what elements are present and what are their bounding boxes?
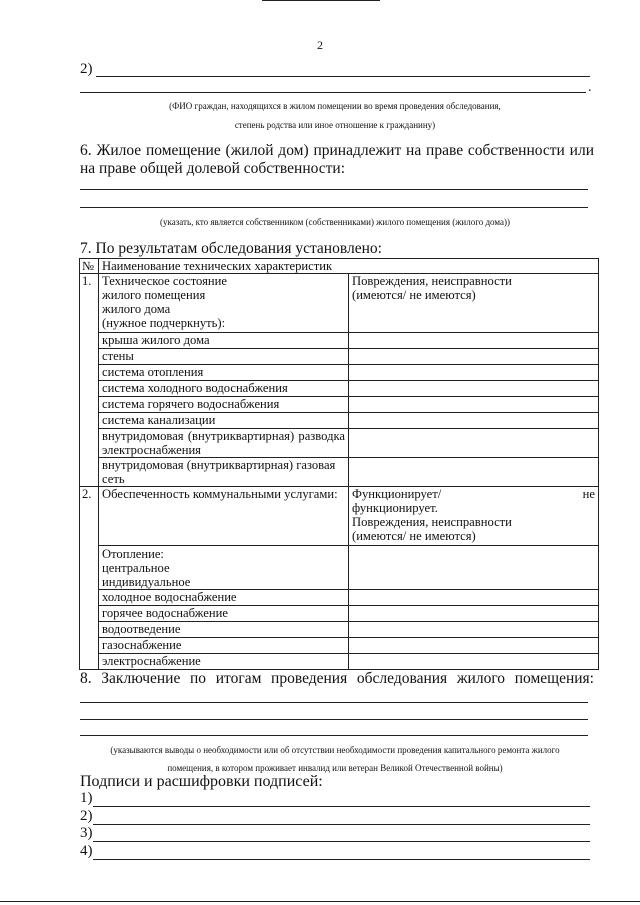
value-cell[interactable] xyxy=(349,397,599,413)
bottom-edge-line xyxy=(0,901,640,902)
group1-value-line: Повреждения, неисправности xyxy=(352,274,512,288)
signature-label: 2) xyxy=(80,808,93,824)
section8-caption-line-1: (указываются выводы о необходимости или об отсутствии необходимости проведения капитального ремонта жилого xyxy=(110,745,560,755)
table-row xyxy=(80,429,599,458)
table-row xyxy=(80,622,599,638)
household-caption-line-2: степень родства или иное отношение к гражданину) xyxy=(234,120,436,130)
group1-title-row xyxy=(80,274,599,333)
value-cell[interactable] xyxy=(349,546,599,590)
household-continuation-line xyxy=(80,92,586,93)
group2-value-line-3: Повреждения, неисправности xyxy=(352,515,512,529)
signature-fill-line xyxy=(93,792,591,807)
item-hot-water: система горячего водоснабжения xyxy=(99,397,349,413)
household-fill-line xyxy=(96,63,591,77)
value-cell[interactable] xyxy=(349,606,599,622)
household-line-label: 2) xyxy=(80,61,93,77)
signature-line-2[interactable] xyxy=(80,808,590,825)
section8-fill-line-2[interactable] xyxy=(80,719,588,720)
value-cell[interactable] xyxy=(349,654,599,670)
item-electricity-service: электроснабжение xyxy=(99,654,349,670)
item-heating-system: система отопления xyxy=(99,365,349,381)
section6-line-1: 6. Жилое помещение (жилой дом) принадлежит на праве собственности или xyxy=(80,142,594,159)
signature-label: 1) xyxy=(80,790,93,806)
item-gas-service: газоснабжение xyxy=(99,638,349,654)
item-sewage: система канализации xyxy=(99,413,349,429)
value-cell[interactable] xyxy=(349,381,599,397)
household-caption-line-1: (ФИО граждан, находящихся в жилом помещении во время проведения обследования, xyxy=(169,101,501,111)
table-row xyxy=(80,381,599,397)
top-edge-line xyxy=(262,0,380,1)
signature-fill-line xyxy=(93,810,591,825)
group1-title-line: (нужное подчеркнуть): xyxy=(102,316,226,330)
item-hot-water-service: горячее водоснабжение xyxy=(99,606,349,622)
header-name: Наименование технических характеристик xyxy=(99,259,599,274)
page-number: 2 xyxy=(317,38,323,52)
item-gas-network: внутридомовая (внутриквартирная) газовая сеть xyxy=(99,458,349,487)
household-line-2[interactable] xyxy=(80,60,590,77)
signature-label: 4) xyxy=(80,843,93,859)
signature-line-3[interactable] xyxy=(80,825,590,842)
value-cell[interactable] xyxy=(349,429,599,458)
household-trailing-dot: . xyxy=(588,80,592,95)
section7-title: 7. По результатам обследования установлено: xyxy=(80,240,382,257)
group1-value-header xyxy=(349,274,599,333)
signature-line-1[interactable] xyxy=(80,790,590,807)
table-row xyxy=(80,606,599,622)
group2-value-line-4: (имеются/ не имеются) xyxy=(352,529,476,543)
heating-line: Отопление: xyxy=(102,547,164,561)
heating-line: центральное xyxy=(102,561,170,575)
section8-title: 8. Заключение по итогам проведения обследования жилого помещения: xyxy=(80,670,594,687)
group2-value-header xyxy=(349,487,599,546)
group1-title xyxy=(99,274,349,333)
signatures-title: Подписи и расшифровки подписей: xyxy=(80,773,323,790)
table-row xyxy=(80,654,599,670)
table-row xyxy=(80,638,599,654)
value-cell[interactable] xyxy=(349,365,599,381)
group1-num: 1. xyxy=(80,274,99,487)
value-cell[interactable] xyxy=(349,333,599,349)
group2-title: Обеспеченность коммунальными услугами: xyxy=(99,487,349,546)
signature-label: 3) xyxy=(80,825,93,841)
section6-line-2: на праве общей долевой собственности: xyxy=(80,160,346,177)
table-row xyxy=(80,590,599,606)
value-cell[interactable] xyxy=(349,622,599,638)
header-num: № xyxy=(80,259,99,274)
section8-fill-line-3[interactable] xyxy=(80,735,588,736)
section6-fill-line-1[interactable] xyxy=(80,189,588,190)
wiring-line-2: электроснабжения xyxy=(102,443,201,457)
item-heating-service xyxy=(99,546,349,590)
value-cell[interactable] xyxy=(349,590,599,606)
group2-value-line-2: функционирует. xyxy=(352,501,438,515)
table-row xyxy=(80,546,599,590)
table-row xyxy=(80,397,599,413)
item-cold-water-service: холодное водоснабжение xyxy=(99,590,349,606)
wiring-line-1: внутридомовая (внутриквартирная) разводка xyxy=(102,429,345,443)
value-cell[interactable] xyxy=(349,349,599,365)
value-cell[interactable] xyxy=(349,638,599,654)
item-roof: крыша жилого дома xyxy=(99,333,349,349)
group2-title-row xyxy=(80,487,599,546)
group2-num: 2. xyxy=(80,487,99,670)
table-header-row xyxy=(80,259,599,274)
item-walls: стены xyxy=(99,349,349,365)
inspection-table xyxy=(79,258,599,670)
group1-title-line: жилого дома xyxy=(102,302,171,316)
section8-fill-line-1[interactable] xyxy=(80,702,588,703)
signature-line-4[interactable] xyxy=(80,843,590,860)
table-row xyxy=(80,365,599,381)
value-cell[interactable] xyxy=(349,458,599,487)
item-cold-water: система холодного водоснабжения xyxy=(99,381,349,397)
section6-fill-line-2[interactable] xyxy=(80,207,588,208)
group2-value-line-1: Функционирует/ не xyxy=(352,487,595,501)
signature-fill-line xyxy=(93,827,591,842)
table-row xyxy=(80,458,599,487)
heating-line: индивидуальное xyxy=(102,575,191,589)
table-row xyxy=(80,413,599,429)
item-electric-wiring xyxy=(99,429,349,458)
group1-title-line: Техническое состояние xyxy=(102,274,227,288)
signature-fill-line xyxy=(93,845,591,860)
value-cell[interactable] xyxy=(349,413,599,429)
section8-caption-line-2: помещения, в котором проживает инвалид или ветеран Великой Отечественной войны) xyxy=(167,763,503,773)
table-row xyxy=(80,349,599,365)
item-drainage-service: водоотведение xyxy=(99,622,349,638)
group1-value-line: (имеются/ не имеются) xyxy=(352,288,476,302)
group1-title-line: жилого помещения xyxy=(102,288,206,302)
section6-caption: (указать, кто является собственником (собственниками) жилого помещения (жилого дома)) xyxy=(160,217,510,227)
table-row xyxy=(80,333,599,349)
